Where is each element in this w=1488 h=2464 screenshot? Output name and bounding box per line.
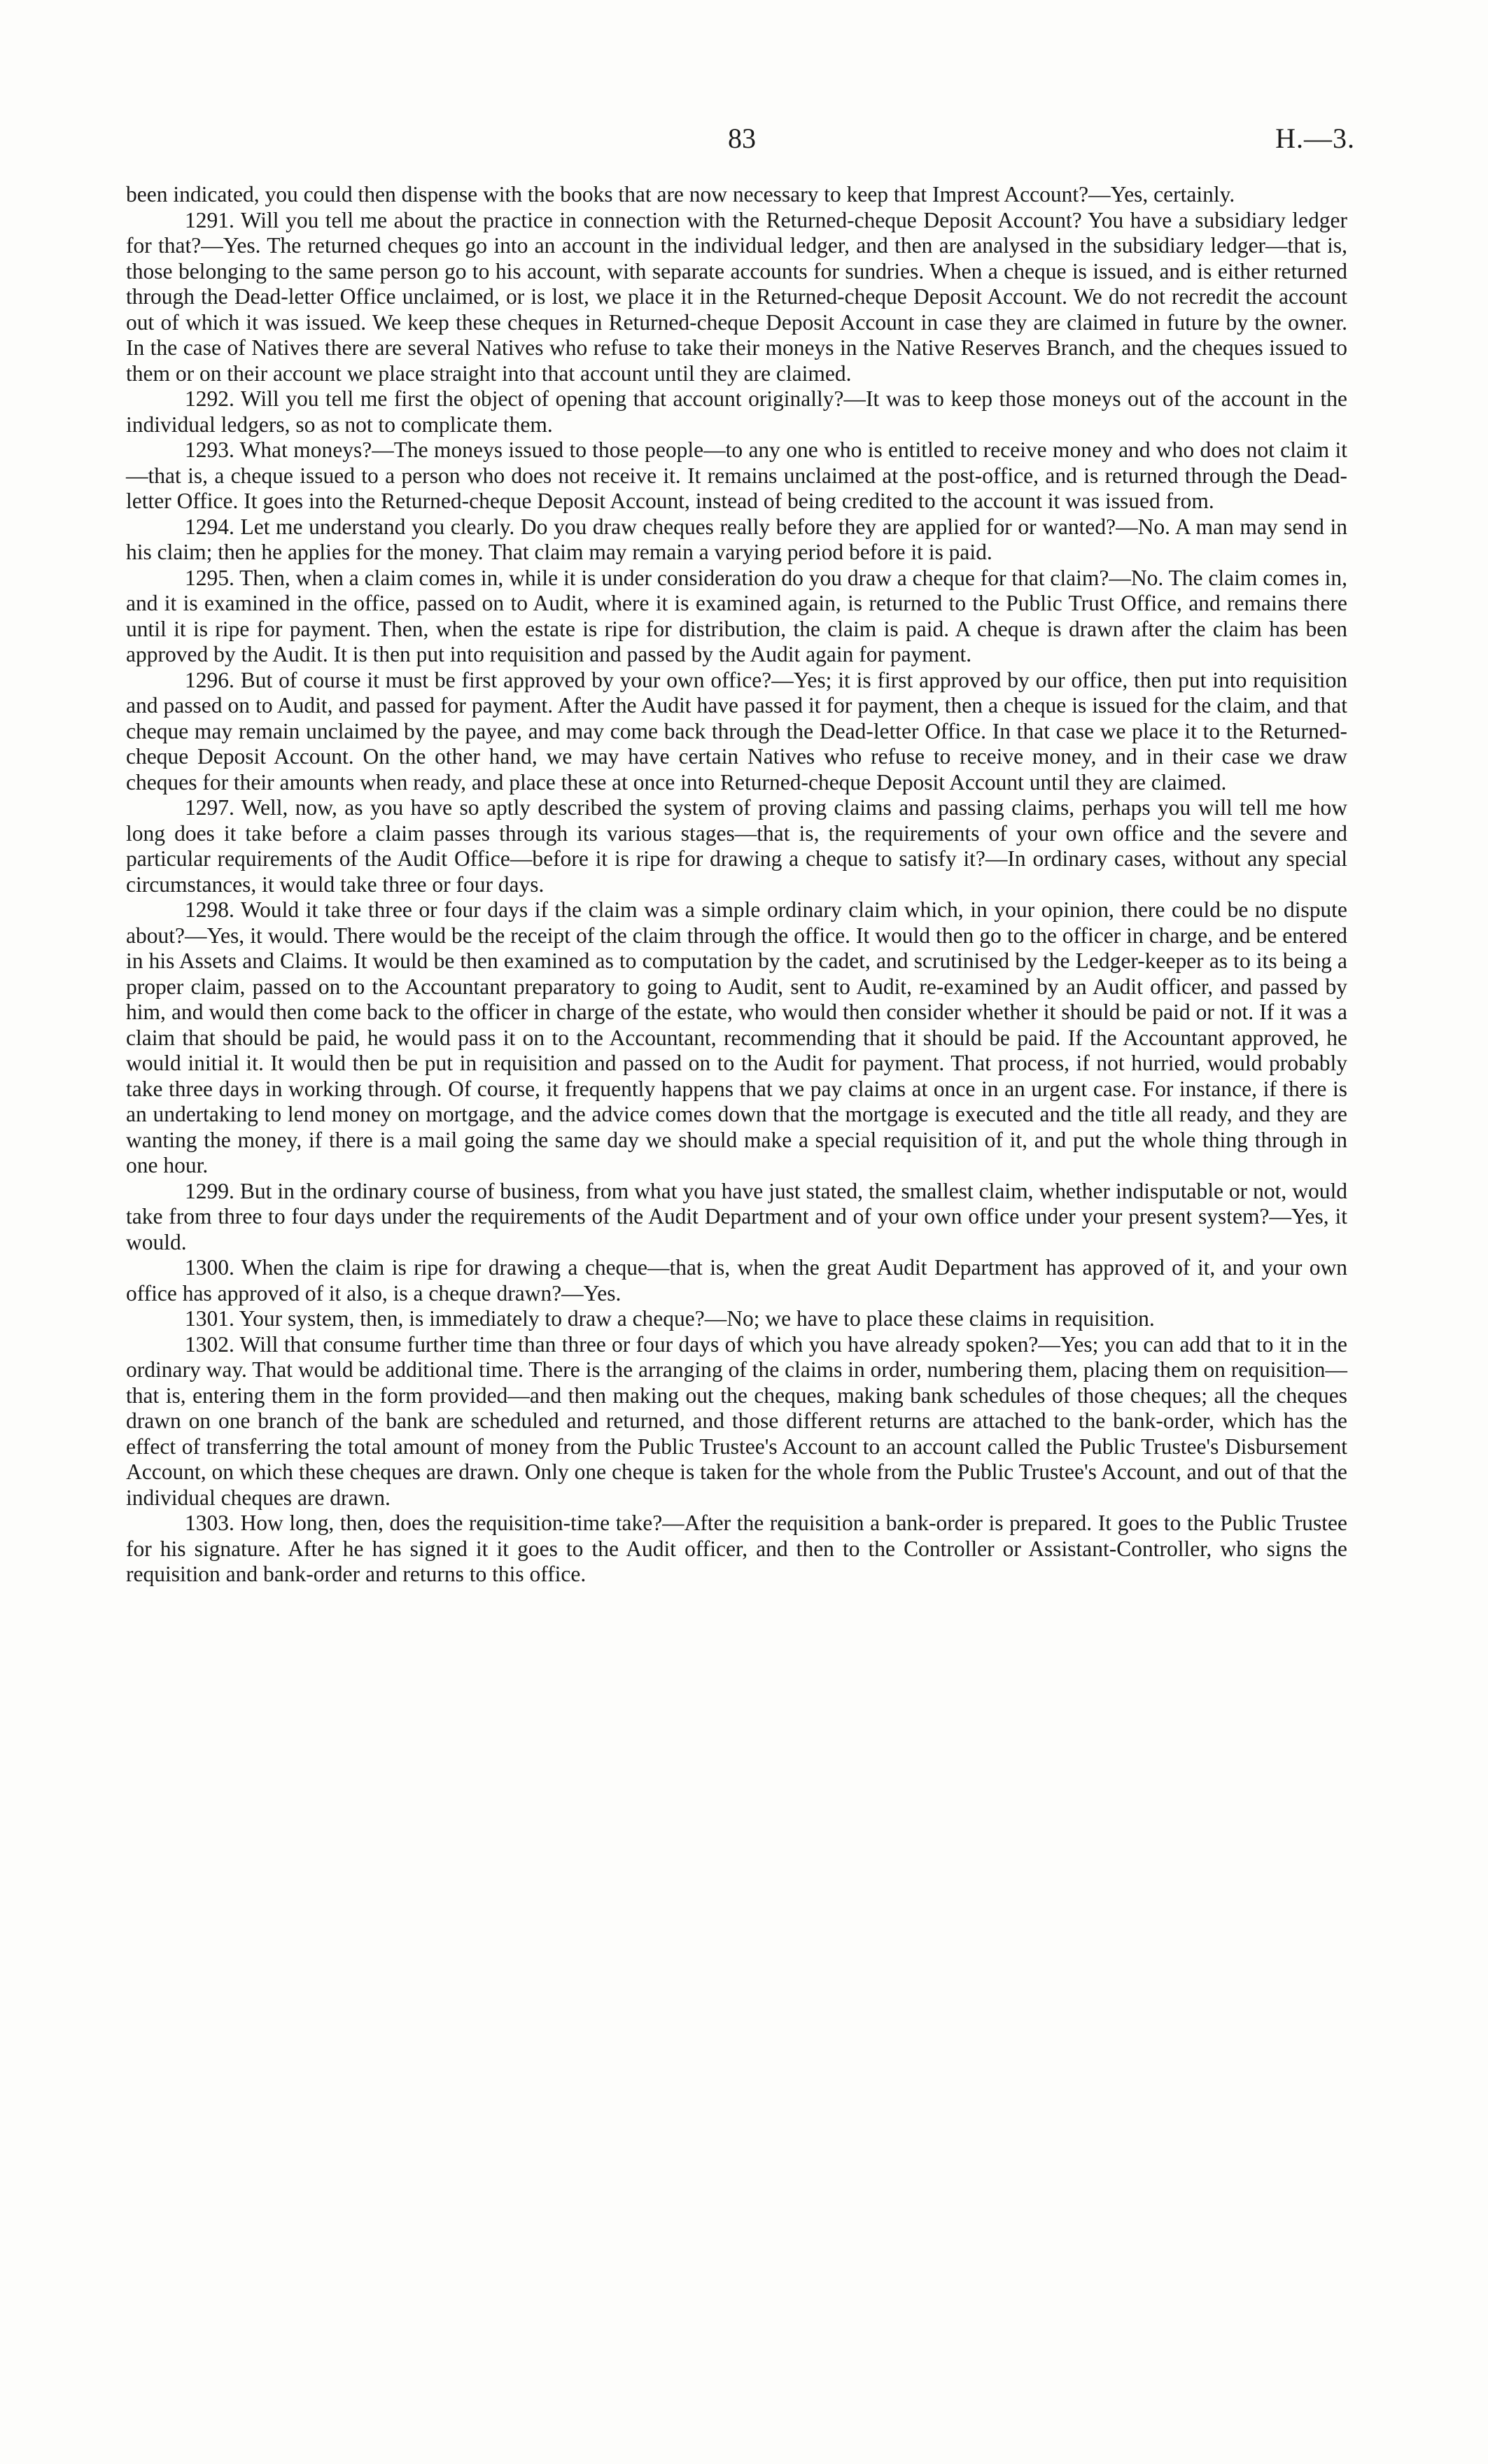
document-reference: H.—3. <box>1275 122 1355 154</box>
paragraph-continuation: been indicated, you could then dispense with the books that are now necessary to keep that Imprest Account?—Yes, certainly. <box>126 182 1235 206</box>
paragraph-1296: 1296. But of course it must be first approved by your own office?—Yes; it is first approved by our office, then put into requisition and passed on to Audit, and passed for payment. After the Audit have passed it for payment, then a cheque is issued for the claim, and that cheque may remain unclaimed by the payee, and may come back through the Dead-letter Office. In that case we place it to the Returned-cheque Deposit Account. On the other hand, we may have certain Natives who refuse to receive money, and in their case we draw cheques for their amounts when ready, and place these at once into Returned-cheque Deposit Account until they are claimed. <box>126 667 1347 794</box>
paragraph-1295: 1295. Then, when a claim comes in, while it is under consideration do you draw a cheque for that claim?—No. The claim comes in, and it is examined in the office, passed on to Audit, where it is examined again, is returned to the Public Trust Office, and remains there until it is ripe for payment. Then, when the estate is ripe for distribution, the claim is paid. A cheque is drawn after the claim has been approved by the Audit. It is then put into requisition and passed by the Audit again for payment. <box>126 565 1347 666</box>
paragraph-1302: 1302. Will that consume further time than three or four days of which you have already spoken?—Yes; you can add that to it in the ordinary way. That would be additional time. There is the arranging of the claims in order, numbering them, placing them on requisition—that is, entering them in the form provided—and then making out the cheques, making bank schedules of those cheques; all the cheques drawn on one branch of the bank are scheduled and returned, and those different returns are attached to the bank-order, which has the effect of transferring the total amount of money from the Public Trustee's Account to an account called the Public Trustee's Disbursement Account, on which these cheques are drawn. Only one cheque is taken for the whole from the Public Trustee's Account, and out of that the individual cheques are drawn. <box>126 1331 1347 1510</box>
page-header <box>0 118 1488 160</box>
paragraph-1299: 1299. But in the ordinary course of business, from what you have just stated, the smallest claim, whether indisputable or not, would take from three to four days under the requirements of the Audit Department and of your own office under your present system?—Yes, it would. <box>126 1178 1347 1254</box>
paragraph-1300: 1300. When the claim is ripe for drawing a cheque—that is, when the great Audit Department has approved of it, and your own office has approved of it also, is a cheque drawn?—Yes. <box>126 1255 1347 1306</box>
paragraph-1297: 1297. Well, now, as you have so aptly described the system of proving claims and passing claims, perhaps you will tell me how long does it take before a claim passes through its various stages—that is, the requirements of your own office and the severe and particular requirements of the Audit Office—before it is ripe for drawing a cheque to satisfy it?—In ordinary cases, without any special circumstances, it would take three or four days. <box>126 795 1347 897</box>
paragraph-1292: 1292. Will you tell me first the object of opening that account originally?—It was to keep those moneys out of the account in the individual ledgers, so as not to complicate them. <box>126 386 1347 437</box>
page-number: 83 <box>728 122 756 154</box>
paragraph-1291: 1291. Will you tell me about the practice in connection with the Returned-cheque Deposit Account? You have a subsidiary ledger for that?—Yes. The returned cheques go into an account in the individual ledger, and then are analysed in the subsidiary ledger—that is, those belonging to the same person go to his account, with separate accounts for sundries. When a cheque is issued, and is either returned through the Dead-letter Office unclaimed, or is lost, we place it in the Returned-cheque Deposit Account. We do not recredit the account out of which it was issued. We keep these cheques in Returned-cheque Deposit Account in case they are claimed in future by the owner. In the case of Natives there are several Natives who refuse to take their moneys in the Native Reserves Branch, and the cheques issued to them or on their account we place straight into that account until they are claimed. <box>126 207 1347 386</box>
paragraph-1303: 1303. How long, then, does the requisition-time take?—After the requisition a bank-order is prepared. It goes to the Public Trustee for his signature. After he has signed it it goes to the Audit officer, and then to the Controller or Assistant-Controller, who signs the requisition and bank-order and returns to this office. <box>126 1511 1347 1586</box>
paragraph-1294: 1294. Let me understand you clearly. Do you draw cheques really before they are applied for or wanted?—No. A man may send in his claim; then he applies for the money. That claim may remain a varying period before it is paid. <box>126 514 1347 564</box>
paragraph-1298: 1298. Would it take three or four days if the claim was a simple ordinary claim which, in your opinion, there could be no dispute about?—Yes, it would. There would be the receipt of the claim through the office. It would then go to the officer in charge, and be entered in his Assets and Claims. It would be then examined as to computation by the cadet, and scrutinised by the Ledger-keeper as to its being a proper claim, passed on to the Accountant preparatory to going to Audit, sent to Audit, re-examined by an Audit officer, and passed by him, and would then come back to the officer in charge of the estate, who would then consider whether it should be paid or not. If it was a claim that should be paid, he would pass it on to the Accountant, recommending that it should be paid. If the Accountant approved, he would initial it. It would then be put in requisition and passed on to the Audit for payment. That process, if not hurried, would probably take three days in working through. Of course, it frequently happens that we pay claims at once in an urgent case. For instance, if there is an undertaking to lend money on mortgage, and the advice comes down that the mortgage is executed and the title all ready, and they are wanting the money, if there is a mail going the same day we should make a special requisition of it, and put the whole thing through in one hour. <box>126 897 1347 1177</box>
paragraph-1293: 1293. What moneys?—The moneys issued to those people—to any one who is entitled to receive money and who does not claim it—that is, a cheque issued to a person who does not receive it. It remains unclaimed at the post-office, and is returned through the Dead-letter Office. It goes into the Returned-cheque Deposit Account, instead of being credited to the account it was issued from. <box>126 438 1347 513</box>
body-text <box>126 182 1347 1588</box>
paragraph-1301: 1301. Your system, then, is immediately to draw a cheque?—No; we have to place these claims in requisition. <box>185 1306 1155 1331</box>
